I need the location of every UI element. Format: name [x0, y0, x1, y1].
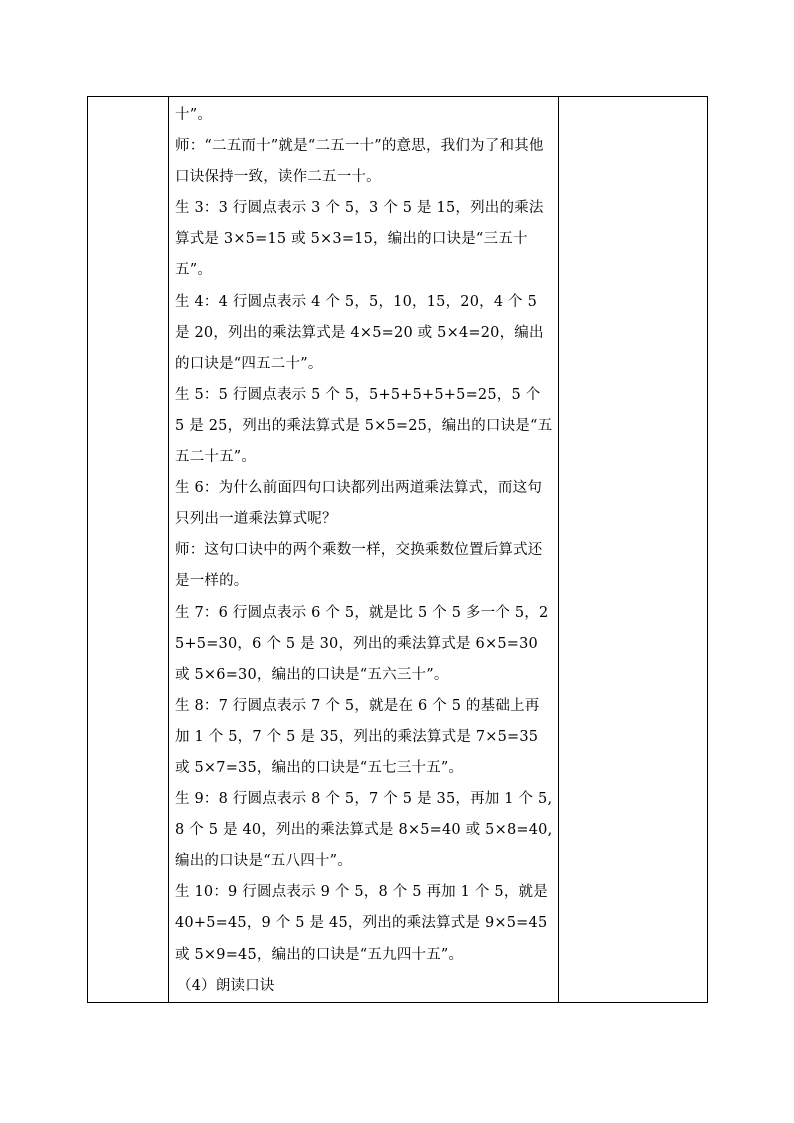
paragraph: 生 5：5 行圆点表示 5 个 5，5+5+5+5+5=25，5 个 5 是 25，列出的乘法算式是 5×5=25，编出的口诀是“五五二十五”。: [175, 386, 553, 466]
lesson-content: [169, 97, 558, 1002]
paragraph: 师：这句口诀中的两个乘数一样，交换乘数位置后算式还是一样的。: [175, 542, 543, 590]
table-row: [88, 97, 708, 1003]
paragraph: 生 8：7 行圆点表示 7 个 5，就是在 6 个 5 的基础上再加 1 个 5，7 个 5 是 35，列出的乘法算式是 7×5=35 或 5×7=35，编出的口诀是“五七三十五”。: [175, 697, 540, 776]
paragraph: 生 9：8 行圆点表示 8 个 5，7 个 5 是 35，再加 1 个 5,8 个 5 是 40，列出的乘法算式是 8×5=40 或 5×8=40,编出的口诀是“五八四十”。: [175, 791, 553, 870]
paragraph: 十”。: [175, 107, 213, 123]
paragraph: 生 6：为什么前面四句口诀都列出两道乘法算式，而这句只列出一道乘法算式呢？: [175, 480, 543, 528]
right-column-cell: [559, 97, 708, 1003]
paragraph: 生 10：9 行圆点表示 9 个 5，8 个 5 再加 1 个 5，就是 40+5=45，9 个 5 是 45，列出的乘法算式是 9×5=45 或 5×9=45，编出的口诀是“五九四十五”。: [175, 884, 548, 963]
paragraph: 生 3：3 行圆点表示 3 个 5，3 个 5 是 15，列出的乘法算式是 3×5=15 或 5×3=15，编出的口诀是“三五十五”。: [175, 200, 544, 279]
lesson-table: [87, 96, 708, 1003]
paragraph: 生 4：4 行圆点表示 4 个 5，5，10，15，20，4 个 5 是 20，列出的乘法算式是 4×5=20 或 5×4=20，编出的口诀是“四五二十”。: [175, 293, 544, 372]
content-column-cell: [169, 97, 559, 1003]
paragraph: 师：“二五而十”就是“二五一十”的意思，我们为了和其他口诀保持一致，读作二五一十。: [175, 138, 544, 186]
paragraph: 生 7：6 行圆点表示 6 个 5，就是比 5 个 5 多一个 5，25+5=30，6 个 5 是 30，列出的乘法算式是 6×5=30 或 5×6=30，编出的口诀是“五六三十”。: [175, 604, 549, 683]
left-column-cell: [88, 97, 169, 1003]
section-heading: （4）朗读口诀: [177, 977, 275, 994]
